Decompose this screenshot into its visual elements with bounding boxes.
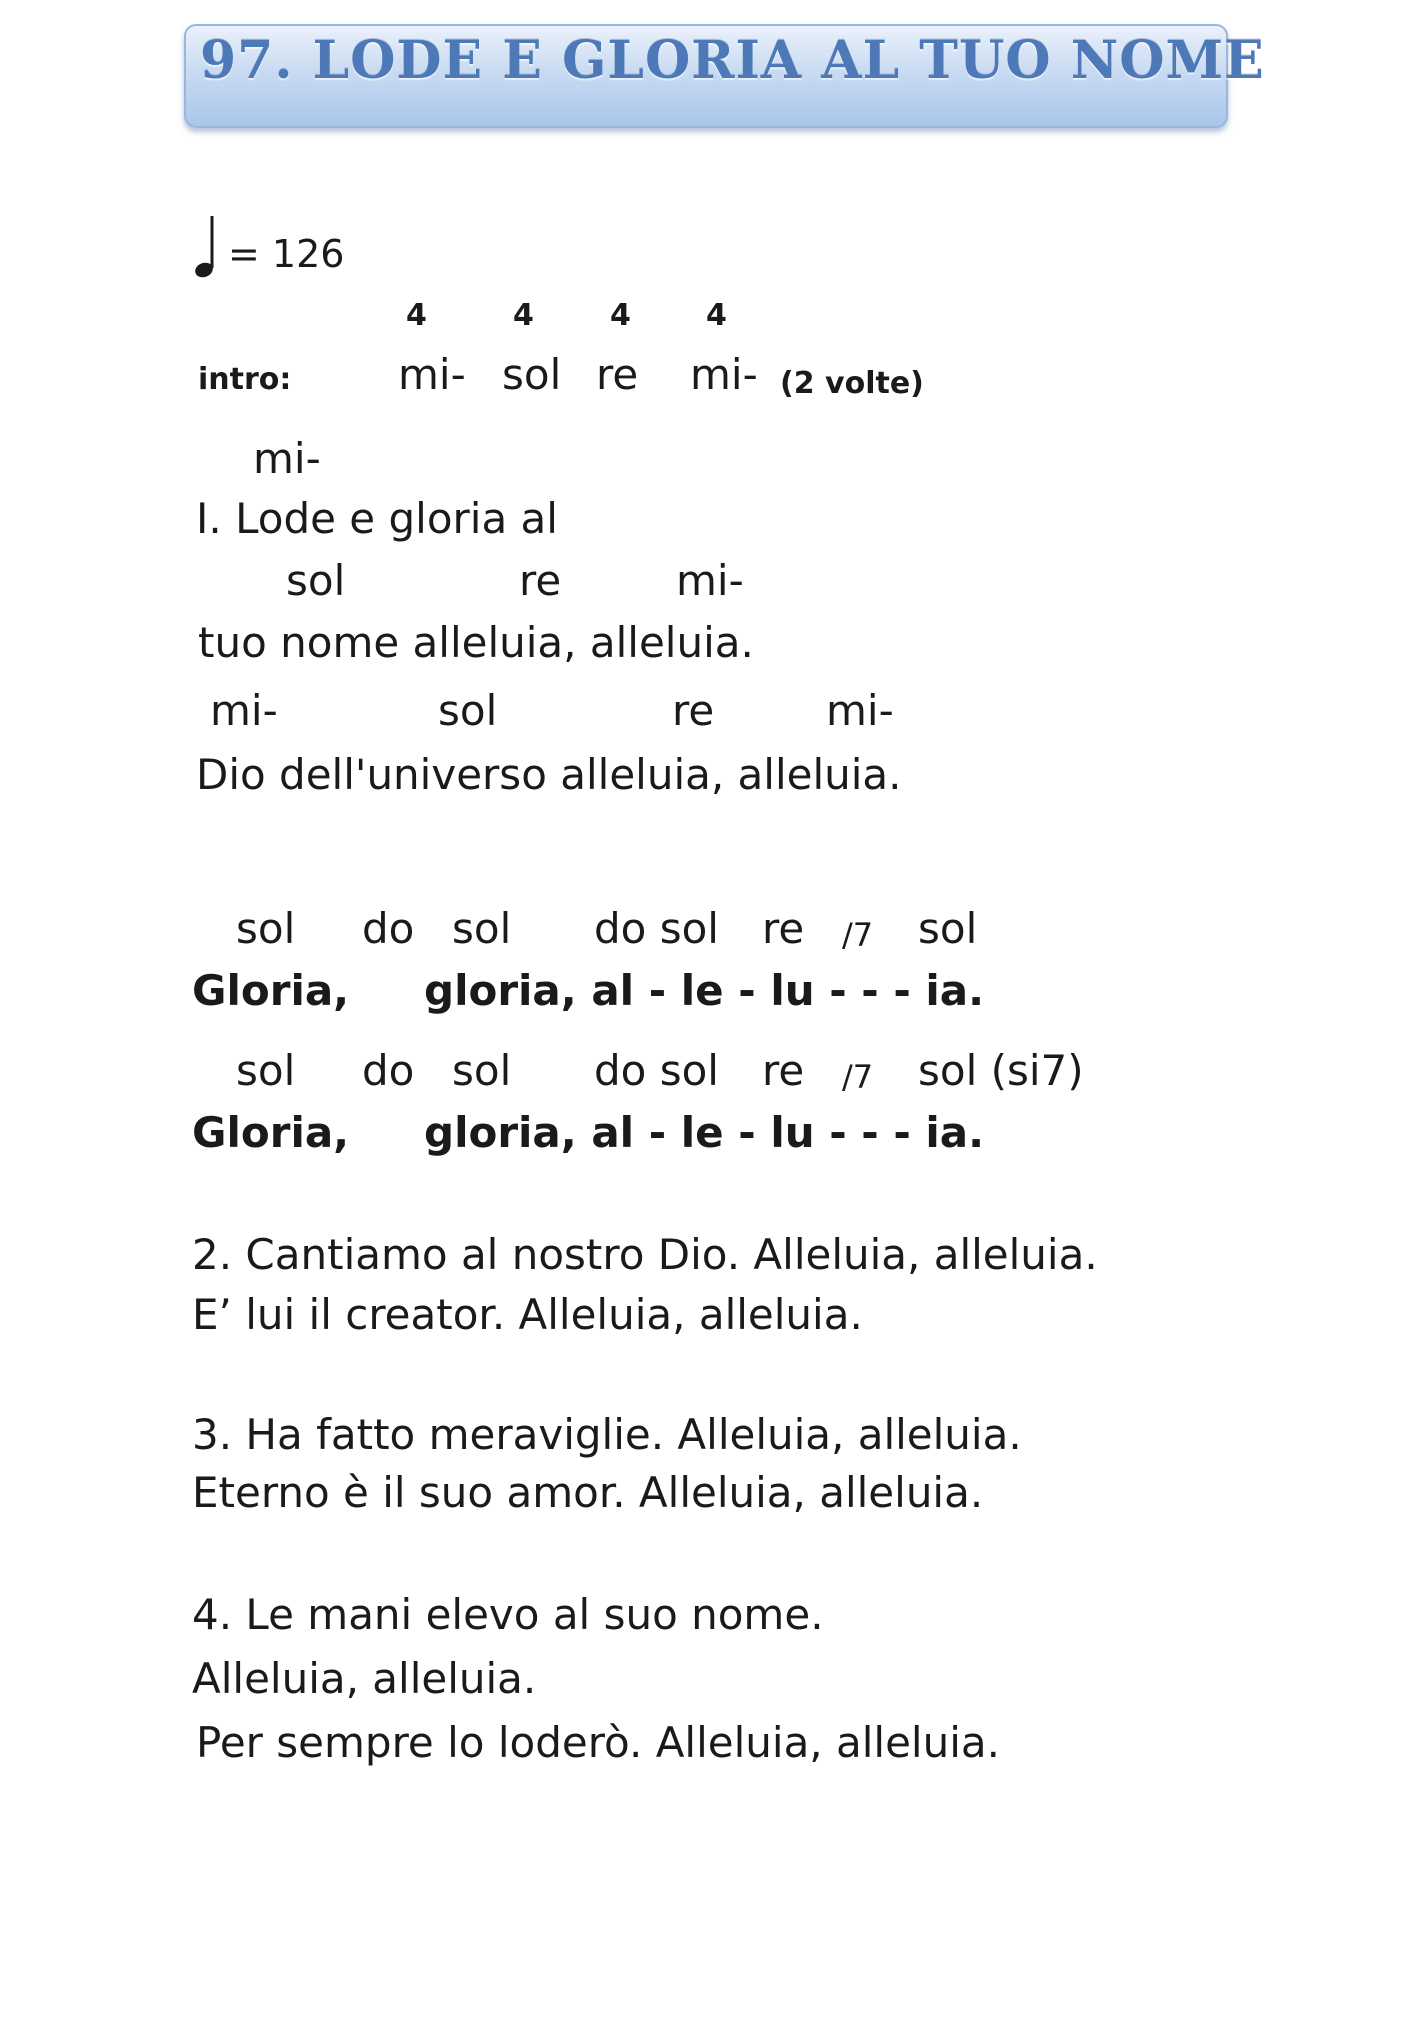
chord: sol (si7) <box>918 1046 1084 1095</box>
intro-chord: sol <box>502 350 562 399</box>
chord: re <box>762 1046 805 1095</box>
verse4-line2: Alleluia, alleluia. <box>192 1654 537 1703</box>
intro-beat: 4 <box>706 298 727 333</box>
verse4-line3: Per sempre lo loderò. Alleluia, alleluia. <box>196 1718 1000 1767</box>
chord: sol <box>452 904 512 953</box>
chord: mi- <box>210 686 278 735</box>
intro-beat: 4 <box>610 298 631 333</box>
chord: sol <box>438 686 498 735</box>
intro-beat: 4 <box>513 298 534 333</box>
chord: re <box>519 556 562 605</box>
tempo-text: = 126 <box>228 232 345 276</box>
chord: sol <box>236 904 296 953</box>
intro-chord: re <box>596 350 639 399</box>
verse1-line1: I. Lode e gloria al <box>196 494 558 543</box>
chord: re <box>762 904 805 953</box>
verse3-line2: Eterno è il suo amor. Alleluia, alleluia. <box>192 1468 984 1517</box>
chord: do <box>362 1046 415 1095</box>
refrain-line1-b: gloria, al - le - lu - - - ia. <box>424 966 985 1015</box>
verse2-line2: E’ lui il creator. Alleluia, alleluia. <box>192 1290 863 1339</box>
verse2-line1: 2. Cantiamo al nostro Dio. Alleluia, alleluia. <box>192 1230 1098 1279</box>
quarter-note-icon <box>190 212 220 282</box>
verse3-line1: 3. Ha fatto meraviglie. Alleluia, alleluia. <box>192 1410 1022 1459</box>
intro-chord: mi- <box>398 350 466 399</box>
chord: re <box>672 686 715 735</box>
chord: mi- <box>826 686 894 735</box>
chord: mi- <box>253 434 321 483</box>
intro-repeat: (2 volte) <box>780 366 924 401</box>
song-title: 97. LODE E GLORIA AL TUO NOME <box>200 30 1265 91</box>
refrain-line2-b: gloria, al - le - lu - - - ia. <box>424 1108 985 1157</box>
verse4-line1: 4. Le mani elevo al suo nome. <box>192 1590 824 1639</box>
intro-label: intro: <box>198 362 292 397</box>
intro-chord: mi- <box>690 350 758 399</box>
verse1-line3: Dio dell'universo alleluia, alleluia. <box>196 750 902 799</box>
chord: do <box>362 904 415 953</box>
refrain-line1-a: Gloria, <box>192 966 350 1015</box>
refrain-line2-a: Gloria, <box>192 1108 350 1157</box>
chord-modifier: /7 <box>842 1058 874 1096</box>
chord: sol <box>452 1046 512 1095</box>
chord: do sol <box>594 904 719 953</box>
chord: sol <box>236 1046 296 1095</box>
chord-modifier: /7 <box>842 916 874 954</box>
chord: do sol <box>594 1046 719 1095</box>
intro-beat: 4 <box>406 298 427 333</box>
chord: sol <box>286 556 346 605</box>
chord: sol <box>918 904 978 953</box>
verse1-line2: tuo nome alleluia, alleluia. <box>198 618 754 667</box>
chord: mi- <box>676 556 744 605</box>
